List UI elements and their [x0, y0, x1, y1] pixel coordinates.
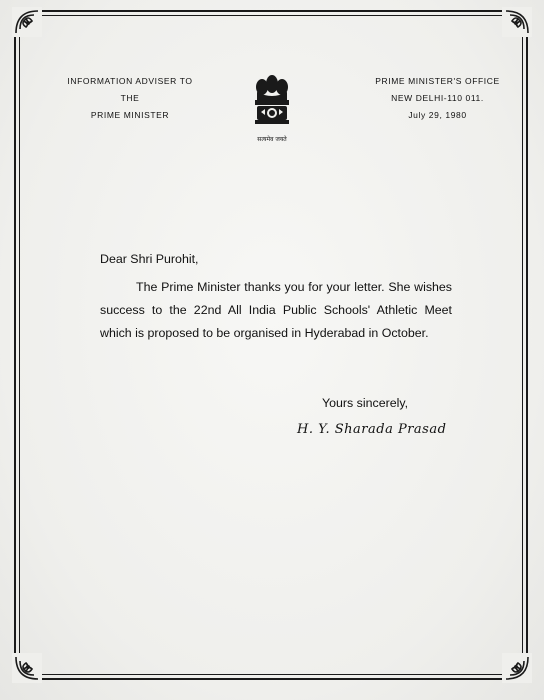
sender-line-2: PRIME MINISTER — [90, 110, 170, 120]
corner-ornament-icon — [502, 7, 532, 37]
corner-ornament-icon — [502, 653, 532, 683]
office-line-1: PRIME MINISTER'S OFFICE — [375, 76, 500, 86]
salutation: Dear Shri Purohit, — [100, 252, 199, 266]
office-line-2: NEW DELHI-110 011. — [391, 93, 484, 103]
office-address — [365, 73, 510, 124]
closing: Yours sincerely, — [322, 396, 409, 410]
letter-body — [100, 248, 452, 345]
corner-ornament-icon — [12, 653, 42, 683]
letter-paragraph: The Prime Minister thanks you for your letter. She wishes success to the 22nd All India Public Schools' Athletic Meet which is proposed to be organised in Hyderabad in October. — [100, 280, 452, 340]
signature: H. Y. Sharada Prasad — [297, 422, 447, 437]
letter-date: July 29, 1980 — [408, 110, 467, 120]
sender-line-1: INFORMATION ADVISER TO THE — [67, 76, 193, 103]
sender-designation — [60, 73, 200, 124]
emblem-motto: सत्यमेव जयते — [257, 136, 287, 143]
corner-ornament-icon — [12, 7, 42, 37]
